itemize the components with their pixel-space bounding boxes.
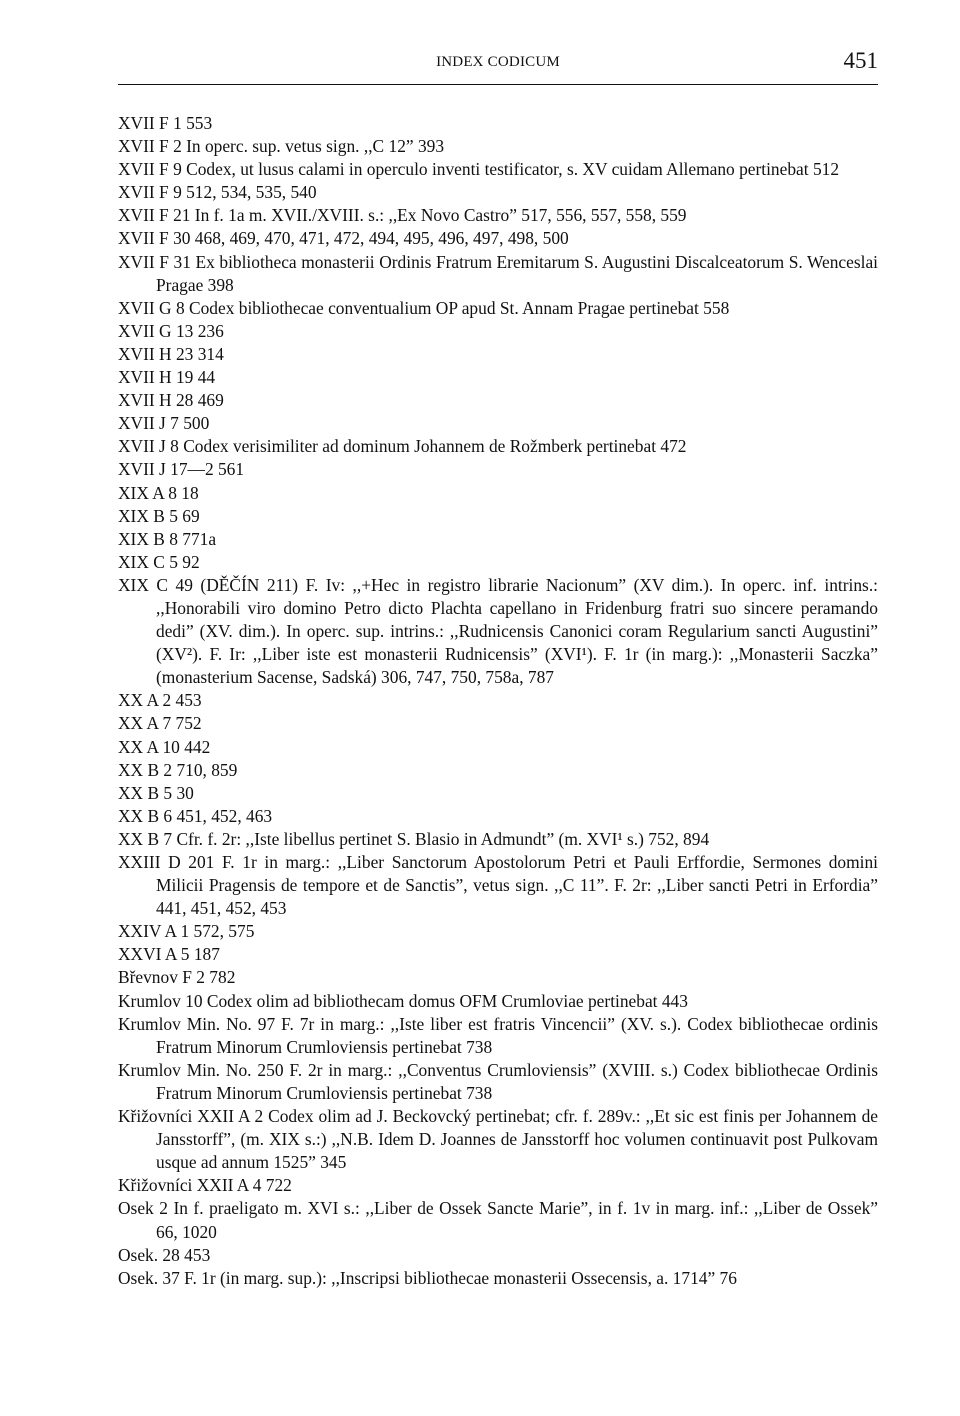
page-number: 451 (843, 48, 878, 73)
index-entry: Křižovníci XXII A 4 722 (118, 1175, 292, 1196)
index-entry: XIX C 5 92 (118, 551, 200, 572)
index-entry: Krumlov Min. No. 250 F. 2r in marg.: ,,Conventus Crumloviensis” (XVIII. s.) Codex bibliothecae Ordinis Fratrum Minorum Crumloviensis pertinebat 738 (118, 1059, 878, 1103)
index-entry: XVII F 30 468, 469, 470, 471, 472, 494, 495, 496, 497, 498, 500 (118, 228, 569, 249)
index-entry: XXIII D 201 F. 1r in marg.: ,,Liber Sanctorum Apostolorum Petri et Pauli Erffordie, Sermones domini Milicii Pragensis de tempore et de Sanctis”, vetus sign. ,,C 11”. F. 2r: ,,Liber sancti Petri in Erfordia” 441, 451, 452, 453 (118, 852, 878, 919)
index-entry: XIX B 8 771a (118, 528, 217, 549)
header-rule (118, 84, 878, 85)
index-entry: XVII F 1 553 (118, 113, 213, 133)
index-entry: XVII F 2 In operc. sup. vetus sign. ,,C 12” 393 (118, 136, 445, 157)
running-title: INDEX CODICUM (436, 54, 560, 70)
index-entry: XVII G 8 Codex bibliothecae conventualium OP apud St. Annam Pragae pertinebat 558 (118, 297, 730, 318)
running-head (118, 44, 878, 84)
index-entry: XVII F 9 Codex, ut lusus calami in operculo inventi testificator, s. XV cuidam Allemano pertinebat 512 (118, 159, 840, 180)
index-entry: XX A 2 453 (118, 690, 202, 711)
index-entry: Osek 2 In f. praeligato m. XVI s.: ,,Liber de Ossek Sancte Marie”, in f. 1v in marg. inf.: ,,Liber de Ossek” 66, 1020 (118, 1198, 878, 1242)
index-entry: XVII H 19 44 (118, 367, 216, 388)
index-entry: XVII H 23 314 (118, 343, 224, 364)
index-entry: Křižovníci XXII A 2 Codex olim ad J. Beckovcký pertinebat; cfr. f. 289v.: ,,Et sic est finis per Johannem de Jansstorff”, (m. XIX s.:) ,,N.B. Idem D. Joannes de Jansstorff hoc volumen continuavit post Pulkovam usque ad annum 1525” 345 (118, 1106, 878, 1173)
index-entry: XX B 2 710, 859 (118, 759, 238, 780)
index-entry: XVII F 31 Ex bibliotheca monasterii Ordinis Fratrum Eremitarum S. Augustini Discalceatorum S. Wenceslai Pragae 398 (118, 251, 878, 295)
index-entry: Břevnov F 2 782 (118, 967, 236, 988)
index-entry: Osek. 28 453 (118, 1244, 211, 1265)
index-entry: Krumlov 10 Codex olim ad bibliothecam domus OFM Crumloviae pertinebat 443 (118, 990, 688, 1011)
index-entry: XVII J 8 Codex verisimiliter ad dominum Johannem de Rožmberk pertinebat 472 (118, 436, 687, 457)
index-entry: XVII G 13 236 (118, 320, 224, 341)
index-entry: XVII J 17—2 561 (118, 459, 245, 480)
index-entries (118, 112, 878, 1290)
index-entry: XIX C 49 (DĚČÍN 211) F. Iv: ,,+Hec in registro librarie Nacionum” (XV dim.). In operc. inf. intrins.: ,,Honorabili viro domino Petro dicto Plachta capellano in Fridenburg fratri suo sincere peramando dedi” (XV. dim.). In operc. sup. intrins.: ,,Rudnicensis Canonici coram Regularium sancti Augustini” (XV²). F. Ir: ,,Liber iste est monasterii Rudnicensis” (XVI¹). F. 1r (in marg.): ,,Monasterii Saczka” (monasterium Sacense, Sadská) 306, 747, 750, 758a, 787 (118, 574, 878, 688)
index-entry: XIX A 8 18 (118, 482, 199, 503)
index-entry: XX B 5 30 (118, 782, 194, 803)
index-entry: XX B 7 Cfr. f. 2r: ,,Iste libellus pertinet S. Blasio in Admundt” (m. XVI¹ s.) 752, 894 (118, 828, 710, 849)
index-entry: XXVI A 5 187 (118, 944, 220, 965)
index-entry: XVII H 28 469 (118, 390, 224, 411)
index-entry: XX A 10 442 (118, 736, 211, 757)
index-entry: XVII F 21 In f. 1a m. XVII./XVIII. s.: ,,Ex Novo Castro” 517, 556, 557, 558, 559 (118, 205, 687, 226)
index-entry: XX A 7 752 (118, 713, 202, 734)
index-entry: Krumlov Min. No. 97 F. 7r in marg.: ,,Iste liber est fratris Vincencii” (XV. s.). Codex bibliothecae ordinis Fratrum Minorum Crumloviensis pertinebat 738 (118, 1013, 878, 1057)
index-entry: Osek. 37 F. 1r (in marg. sup.): ,,Inscripsi bibliothecae monasterii Ossecensis, a. 1714” 76 (118, 1267, 737, 1288)
index-entry: XX B 6 451, 452, 463 (118, 805, 273, 826)
index-entry: XXIV A 1 572, 575 (118, 921, 255, 942)
index-entry: XVII F 9 512, 534, 535, 540 (118, 182, 317, 203)
index-entry: XVII J 7 500 (118, 413, 210, 434)
index-entry: XIX B 5 69 (118, 505, 200, 526)
